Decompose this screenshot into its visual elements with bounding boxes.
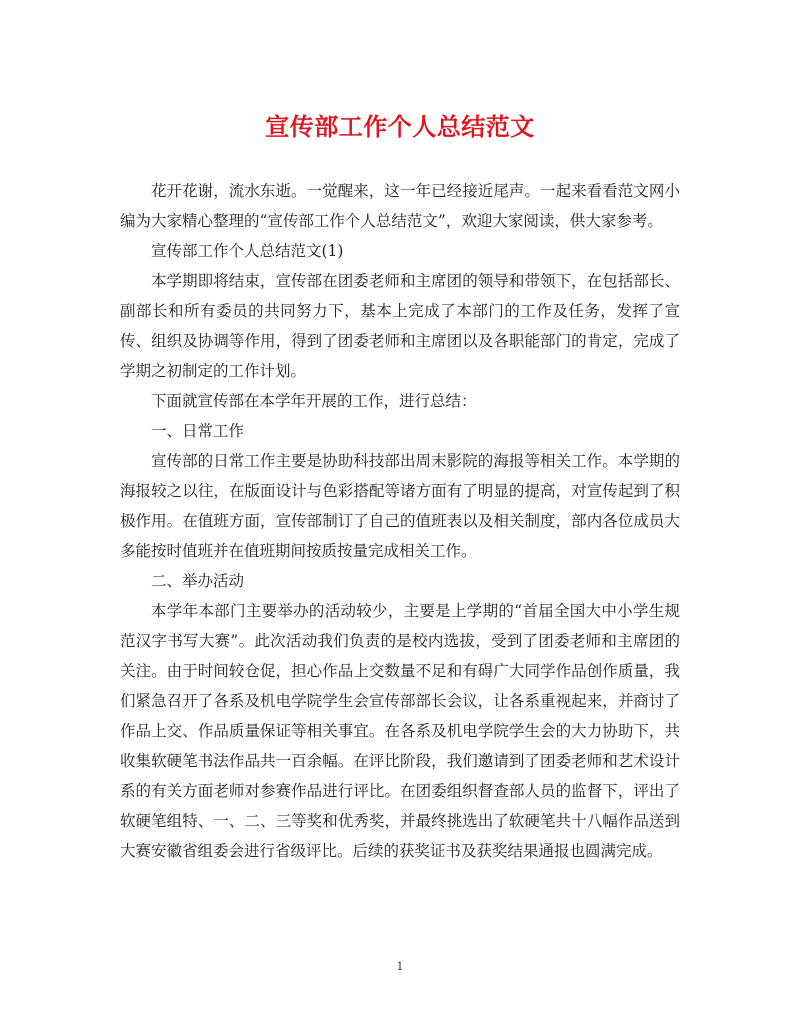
section-heading-daily-work: 一、日常工作 (151, 422, 245, 440)
body-paragraph: 本学年本部门主要举办的活动较少，主要是上学期的“首届全国大中小学生规范汉字书写大赛”。此次活动我们负责的是校内选拔，受到了团委老师和主席团的关注。由于时间较仓促，担心作品上交数量不足和有碍广大同学作品创作质量，我们紧急召开了各系及机电学院学生会宣传部部长会议，让各系重视起来，并商讨了作品上交、作品质量保证等相关事宜。在各系及机电学院学生会的大力协助下，共收集软硬笔书法作品共一百余幅。在评比阶段，我们邀请到了团委老师和艺术设计系的有关方面老师对参赛作品进行评比。在团委组织督查部人员的监督下，评出了软硬笔组特、一、二、三等奖和优秀奖，并最终挑选出了软硬笔共十八幅作品送到大赛安徽省组委会进行省级评比。后续的获奖证书及获奖结果通报也圆满完成。 (120, 602, 680, 860)
intro-paragraph: 花开花谢，流水东逝。一觉醒来，这一年已经接近尾声。一起来看看范文网小编为大家精心整理的“宣传部工作个人总结范文”，欢迎大家阅读，供大家参考。 (120, 182, 680, 230)
body-paragraph: 宣传部的日常工作主要是协助科技部出周末影院的海报等相关工作。本学期的海报较之以往，在版面设计与色彩搭配等诸方面有了明显的提高，对宣传起到了积极作用。在值班方面，宣传部制订了自己的值班表以及相关制度，部内各位成员大多能按时值班并在值班期间按质按量完成相关工作。 (120, 452, 680, 560)
section-heading-summary-1: 宣传部工作个人总结范文(1) (151, 242, 344, 260)
document-body (120, 176, 680, 866)
body-paragraph: 本学期即将结束，宣传部在团委老师和主席团的领导和带领下，在包括部长、副部长和所有委员的共同努力下，基本上完成了本部门的工作及任务，发挥了宣传、组织及协调等作用，得到了团委老师和主席团以及各职能部门的肯定，完成了学期之初制定的工作计划。 (120, 272, 680, 380)
body-paragraph: 下面就宣传部在本学年开展的工作，进行总结： (151, 392, 477, 410)
section-heading-activities: 二、举办活动 (151, 572, 245, 590)
document-title: 宣传部工作个人总结范文 (265, 112, 535, 141)
page-number: 1 (396, 960, 404, 973)
